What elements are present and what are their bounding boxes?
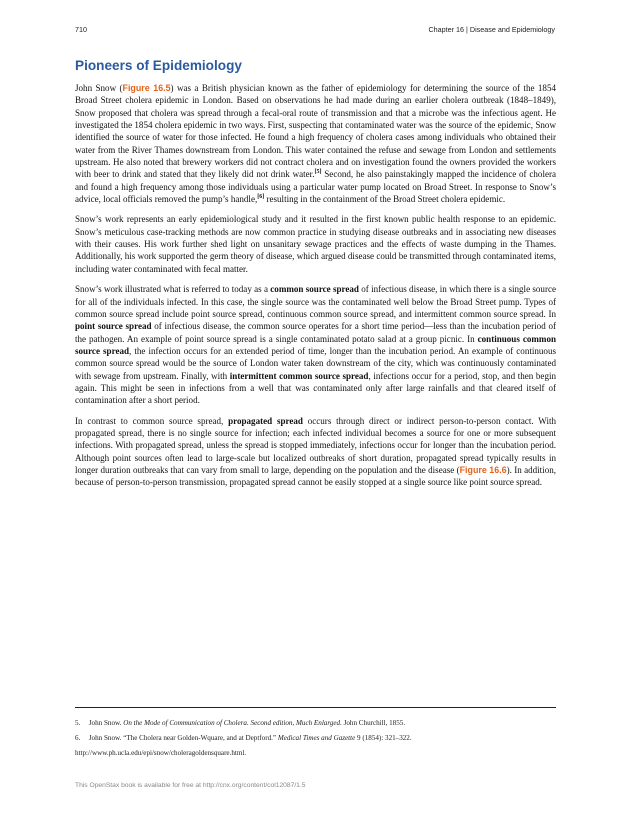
text: John Snow.	[88, 719, 124, 727]
text: 9 (1854): 321–322.	[355, 734, 412, 742]
text: ). In addition, because of person-to-person transmission, propagated spread cannot be easily stopped at a single source like point source spread.	[75, 464, 557, 488]
text: of infectious disease, the common source operates for a short time period—less than the incubation period of the pathogen. An example of point source spread is a single contaminated potato salad at a group picnic. In	[75, 321, 556, 344]
text: , the infection occurs for an extended period of time, longer than the incubation period. An example of continuous common source spread would be the source of London water taken downstream of the city, which was continuously contaminated with sewage from upstream. Finally, with	[75, 345, 556, 381]
footnote-5	[75, 716, 556, 731]
figure-16-5-link[interactable]: Figure 16.5	[122, 83, 171, 93]
citation-title: Medical Times and Gazette	[277, 734, 356, 742]
text: John Churchill, 1855.	[341, 719, 406, 727]
footnote-number: 6.	[75, 734, 81, 742]
term-continuous-common-source-spread: continuous common source spread	[75, 333, 556, 356]
text: John Snow (	[75, 83, 123, 93]
text: ) was a British physician known as the father of epidemiology for determining the source of the 1854 Broad Street cholera epidemic in London. Based on observations he had made during an earlier cholera outbreak (1848–1849), Snow proposed that cholera was spread through a fecal-oral route of transmission and that a microbe was the infectious agent. He investigated the 1854 cholera epidemic in two ways. First, suspecting that contaminated water was the source of the epidemic, Snow identified the source of water for those infected. He found a high frequency of cholera cases among individuals who obtained their water from the River Thames downstream from London. This water contained the refuse and sewage from London and settlements upstream. He also noted that brewery workers did not contract cholera and on investigation found the owners provided the workers with beer to drink and stated that they likely did not drink water.	[75, 83, 556, 180]
citation-title: On the Mode of Communication of Cholera. Second edition, Much Enlarged.	[123, 719, 342, 727]
footnote-6-url[interactable]: http://www.ph.ucla.edu/epi/snow/choleragoldensquare.html.	[75, 749, 247, 757]
paragraph-4	[75, 415, 556, 489]
paragraph-2: Snow’s work represents an early epidemiological study and it resulted in the first known public health response to an epidemic. Snow’s meticulous case-tracking methods are now common practice in studying disease outbreaks and in associating new diseases with their causes. His work further shed light on unsanitary sewage practices and the effects of waste dumping in the Thames. Additionally, his work supported the germ theory of disease, which argued disease could be transmitted through contaminated items, including water contaminated with fecal matter.	[75, 214, 556, 274]
figure-16-6-link[interactable]: Figure 16.6	[459, 464, 507, 475]
footnote-divider	[75, 707, 556, 708]
text: Snow’s work illustrated what is referred to today as a	[75, 284, 271, 295]
paragraph-1	[75, 82, 556, 205]
page-number: 710	[75, 25, 87, 34]
term-propagated-spread: propagated spread	[228, 415, 303, 426]
text: , infections occur for a period, stop, and then begin again. This might be seen in infections from a well that was contaminated only after large rainfalls and that cleared itself of contamination after a short period.	[75, 370, 557, 406]
section-body	[75, 82, 556, 497]
text: John Snow. “The Cholera near Golden-Wquare, and at Deptford.”	[88, 734, 278, 742]
text: of infectious disease, in which there is a single source for all of the individuals infected. In this case, the single source was the contaminated well below the Broad Street pump. Types of common source spread include point source spread, continuous common source spread, and intermittent common source spread. In	[75, 284, 556, 319]
chapter-title: Chapter 16 | Disease and Epidemiology	[428, 25, 555, 34]
text: resulting in the containment of the Broad Street cholera epidemic.	[264, 194, 506, 205]
text: In contrast to common source spread,	[75, 415, 229, 426]
term-common-source-spread: common source spread	[270, 284, 359, 295]
term-point-source-spread: point source spread	[75, 321, 152, 332]
page-footer: This OpenStax book is available for free at http://cnx.org/content/col12087/1.5	[75, 782, 306, 789]
paragraph-3	[75, 283, 556, 406]
footnote-ref-5[interactable]: [5]	[314, 169, 322, 176]
text: Second, he also painstakingly mapped the incidence of cholera and found a high frequency among those individuals using a particular water pump located on Broad Street. In response to Snow’s advice, local officials removed the pump’s handle,	[75, 169, 556, 205]
term-intermittent-common-source-spread: intermittent common source spread	[229, 370, 369, 381]
footnote-6	[75, 731, 556, 746]
footnote-ref-6[interactable]: [6]	[257, 194, 265, 201]
footnote-number: 5.	[75, 719, 81, 727]
footnotes	[75, 716, 556, 761]
text: occurs through direct or indirect person-to-person contact. With propagated spread, there is no single source for infection; each infected individual becomes a source for one or more subsequent infections. With propagated spread, unless the spread is stopped immediately, infections occur for longer than the incubation period. Although point sources often lead to large-scale but localized outbreaks of short duration, propagated spread typically results in longer duration outbreaks that can vary from small to large, depending on the population and the disease (	[75, 415, 557, 475]
section-title: Pioneers of Epidemiology	[75, 58, 242, 73]
